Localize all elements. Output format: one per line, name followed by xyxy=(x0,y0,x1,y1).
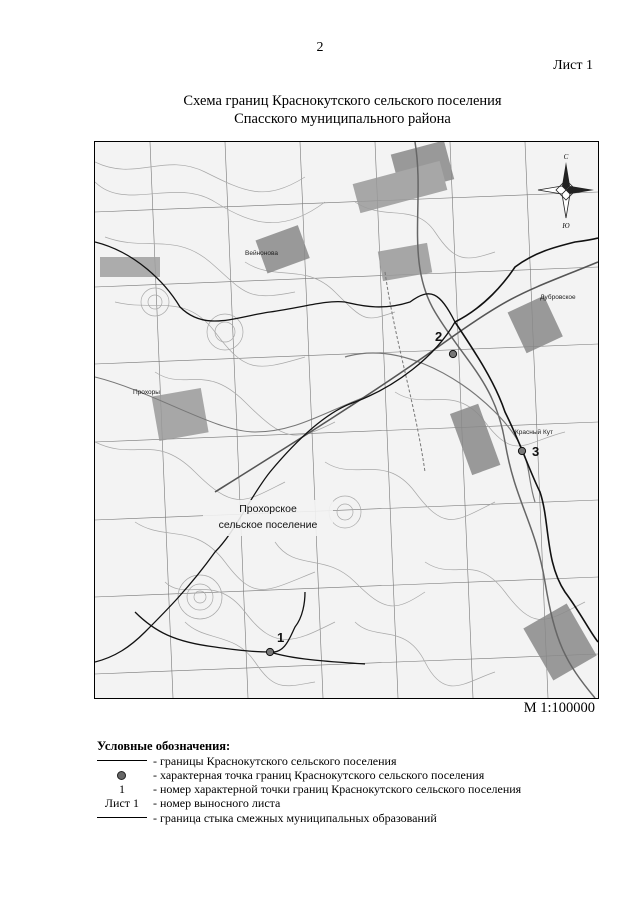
compass-south-label: Ю xyxy=(562,222,570,230)
sheet-label: Лист 1 xyxy=(553,58,593,73)
map-label-prokhorskoe-line-2: сельское поселение xyxy=(218,519,318,531)
legend-symbol-text: 1 xyxy=(119,782,125,796)
title-line-2: Спасского муниципального района xyxy=(234,111,451,127)
junction-line-symbol xyxy=(97,817,147,818)
legend-item-text: - границы Краснокутского сельского поселения xyxy=(153,754,397,768)
legend-item-junction-boundary xyxy=(97,811,597,825)
map-scale: М 1:100000 xyxy=(523,700,595,716)
boundary-line-symbol xyxy=(97,760,147,761)
place-label-dubrovskoe: Дубровское xyxy=(540,294,576,301)
legend-item-text: - характерная точка границ Краснокутского сельского поселения xyxy=(153,768,485,782)
legend-item-sheet-number xyxy=(97,796,597,810)
title-line-1: Схема границ Краснокутского сельского поселения xyxy=(183,93,502,109)
legend-item-point-number xyxy=(97,782,597,796)
legend-item-text: - номер выносного листа xyxy=(153,796,281,810)
place-label-prokhory: Прохоры xyxy=(133,389,160,396)
point-dot-symbol xyxy=(117,771,126,780)
compass-north-label: С xyxy=(563,153,569,161)
legend-title: Условные обозначения: xyxy=(97,739,231,753)
place-label-veinonova: Вейнонова xyxy=(245,250,278,257)
legend-item-boundary xyxy=(97,754,597,768)
legend-item-text: - граница стыка смежных муниципальных образований xyxy=(153,811,437,825)
point-label-1: 1 xyxy=(277,630,285,645)
point-label-2: 2 xyxy=(435,329,443,344)
page-number: 2 xyxy=(316,40,324,55)
boundary-point-1 xyxy=(266,648,273,655)
boundary-point-3 xyxy=(518,447,525,454)
legend-item-text: - номер характерной точки границ Краснокутского сельского поселения xyxy=(153,782,522,796)
map-svg xyxy=(95,142,598,698)
map-label-prokhorskoe-line-1: Прохорское xyxy=(239,503,297,515)
boundary-point-2 xyxy=(449,350,456,357)
legend-symbol-text: Лист 1 xyxy=(104,796,140,810)
point-label-3: 3 xyxy=(532,444,540,459)
map-figure xyxy=(94,141,599,699)
place-label-krasny-kut: Красный Кут xyxy=(515,429,553,436)
legend-item-point xyxy=(97,768,597,782)
